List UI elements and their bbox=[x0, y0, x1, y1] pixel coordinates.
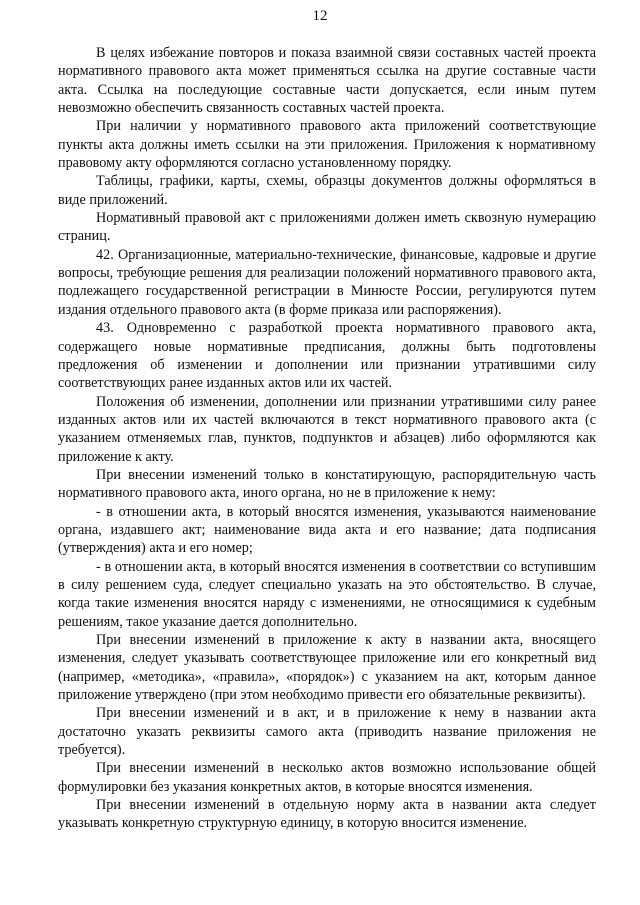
paragraph-bullet-court-decision: - в отношении акта, в который вносятся изменения в соответствии со вступившим в силу решением суда, следует специально указать на это обстоятельство. В случае, когда такие изменения вносятся наряду с изменениями, не относящимися к судебным решениям, такое указание дается дополнительно. bbox=[58, 558, 596, 630]
paragraph-bullet-act-details: - в отношении акта, в который вносятся изменения, указываются наименование органа, издавшего акт; наименование вида акта и его название; дата подписания (утверждения) акта и его номер; bbox=[58, 503, 596, 557]
paragraph-page-numbering: Нормативный правовой акт с приложениями должен иметь сквозную нумерацию страниц. bbox=[58, 210, 596, 245]
paragraph-cross-references: В целях избежание повторов и показа взаимной связи составных частей проекта нормативного правового акта может применяться ссылка на другие составные части акта. Ссылка на последующие составные части допускается, если иным путем невозможно обеспечить связанность составных частей проекта. bbox=[58, 45, 596, 117]
paragraph-amend-operative-part: При внесении изменений только в констатирующую, распорядительную часть нормативного правового акта, иного органа, но не в приложение к нему: bbox=[58, 466, 596, 502]
paragraph-item-43: 43. Одновременно с разработкой проекта нормативного правового акта, содержащего новые нормативные предписания, должны быть подготовлены предложения об изменении и дополнении или признании утратившими силу соответствующих ранее изданных актов или их частей. bbox=[58, 320, 596, 392]
document-body bbox=[58, 44, 596, 833]
paragraph-amend-act-and-appendix: При внесении изменений и в акт, и в приложение к нему в названии акта достаточно указать реквизиты самого акта (приводить название приложения не требуется). bbox=[58, 705, 596, 759]
paragraph-appendix-links: При наличии у нормативного правового акта приложений соответствующие пункты акта должны иметь ссылки на эти приложения. Приложения к нормативному правовому акту оформляются согласно установленному порядку. bbox=[58, 118, 596, 172]
paragraph-amend-several-acts: При внесении изменений в несколько актов возможно использование общей формулировки без указания конкретных актов, в которые вносятся изменения. bbox=[58, 760, 596, 795]
paragraph-amend-single-norm: При внесении изменений в отдельную норму акта в названии акта следует указывать конкретную структурную единицу, в которую вносится изменение. bbox=[58, 797, 596, 832]
paragraph-tables-as-appendices: Таблицы, графики, карты, схемы, образцы документов должны оформляться в виде приложений. bbox=[58, 173, 596, 208]
paragraph-amendment-provisions: Положения об изменении, дополнении или признании утратившими силу ранее изданных актов или их частей включаются в текст нормативного правового акта (с указанием отменяемых глав, пунктов, подпунктов и абзацев) либо оформляются как приложение к акту. bbox=[58, 393, 596, 465]
page-number: 12 bbox=[312, 8, 328, 24]
paragraph-item-42: 42. Организационные, материально-технические, финансовые, кадровые и другие вопросы, требующие решения для реализации положений нормативного правового акта, подлежащего государственной регистрации в Минюсте России, регулируются путем издания отдельного правового акта (в форме приказа или распоряжения). bbox=[58, 246, 596, 318]
paragraph-amend-appendix: При внесении изменений в приложение к акту в названии акта, вносящего изменения, следует указывать соответствующее приложение или его конкретный вид (например, «методика», «правила», «порядок») с указанием на акт, которым данное приложение утверждено (при этом необходимо привести его обязательные реквизиты). bbox=[58, 632, 596, 704]
